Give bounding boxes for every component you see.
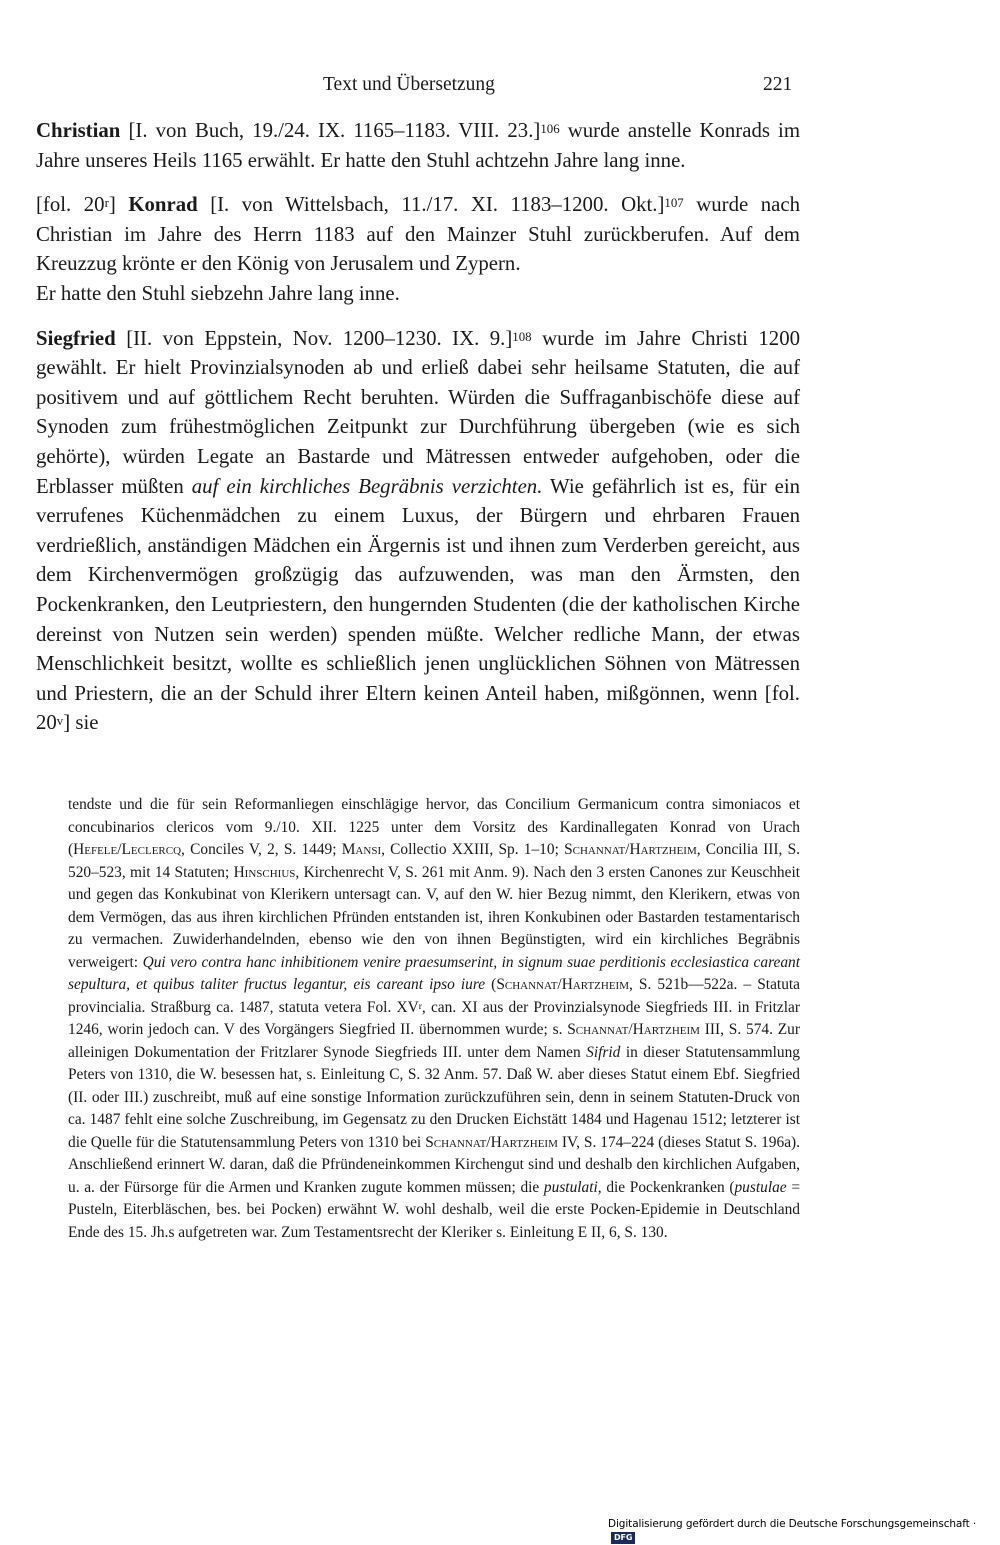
folio-sup: r	[104, 196, 109, 211]
running-header	[0, 70, 1000, 100]
fn-text: , Collectio XXIII, Sp. 1–10;	[381, 841, 565, 858]
paragraph-konrad	[36, 190, 800, 308]
note-ref-108[interactable]: 108	[512, 329, 532, 344]
fn-text: , Concilia III, S. 520–523, mit 14 Statuten;	[68, 841, 801, 881]
folio-marker: [fol. 20	[36, 193, 105, 217]
fn-text: in dieser Statutensammlung Peters von 1310, die W. besessen hat, s. Einleitung C, S. 32 Anm. 57. Daß W. aber dieses Statut einem Ebf. Siegfried (II. oder III.) zuschreibt, muß auf eine sonstige Information zurückzuführen sein, denn in seinem Statuten-Druck von ca. 1487 fehlt eine solche Zuschreibung, im Gegensatz zu den Drucken Eichstätt 1484 und Hagenau 1512; letzterer ist die Quelle für die Statutensammlung Peters von 1310 bei	[68, 1043, 800, 1151]
bracket-christian: [I. von Buch, 19./24. IX. 1165–1183. VIII. 23.]	[128, 119, 541, 142]
text-siegfried-b: Wie gefährlich ist es, für ein verrufenes Küchenmädchen zu einem Luxus, der Bürgern und ehrbaren Frauen verdrießlich, anständigen Mädchen ein Ärgernis ist und ihnen zum Verderben gereicht, aus dem Kirchenvermögen großzügig das aufzuwenden, was man den Ärmsten, den Pockenkranken, den Leutpriestern, den hungernden Studenten (die der katholischen Kirche dereinst von Nutzen sein werden) spenden müßte. Welcher redliche Mann, der etwas Menschlichkeit besitzt, wollte es schließlich jenen unglücklichen Söhnen von Mätressen und Priestern, die an der Schuld ihrer Eltern keinen Anteil haben, mißgönnen, wenn	[36, 474, 800, 705]
author-name: Hinschius	[233, 863, 296, 881]
fn-text: = Pusteln, Eiterbläschen, bes. bei Pocken) erwähnt W. wohl deshalb, weil die erste Pocken-Epidemie in Deutschland Ende des 15. Jh.s aufgetreten war. Zum Testamentsrecht der Kleriker s. Einleitung E II, 6, S. 130.	[68, 1178, 800, 1241]
text-siegfried-c: sie	[75, 711, 99, 735]
folio-close: ]	[63, 711, 71, 735]
text-konrad-line2: Er hatte den Stuhl siebzehn Jahre lang inne.	[36, 281, 400, 305]
author-name: Hefele/Leclercq	[73, 841, 182, 858]
text-siegfried-a: wurde im Jahre Christi 1200 gewählt. Er hielt Provinzialsynoden ab und erließ dabei sehr heilsame Statuten, die auf positivem und auf göttlichem Recht beruhten. Würden die Suffraganbischöfe diese auf Synoden zum frühestmöglichen Zeitpunkt zur Durchführung übergeben (wie es sich gehörte), würden Legate an Bastarde und Mätressen entweder aufgehoben, oder die Erblasser müßten	[36, 326, 801, 498]
latin-quote: Qui vero contra hanc inhibitionem venire praesumserint, in signum suae perditionis ecclesiastica careant sepultura, et quibus taliter fructus legantur, eis careant ipso iure	[68, 953, 800, 993]
author-name: Schannat/Hartzheim	[564, 841, 697, 858]
digitization-footer	[608, 1517, 1000, 1545]
bracket-siegfried: [II. von Eppstein, Nov. 1200–1230. IX. 9.]	[126, 326, 513, 350]
author-name: Mansi	[341, 841, 382, 858]
note-ref-107[interactable]: 107	[664, 196, 684, 211]
folio-sup: v	[56, 714, 64, 729]
fn-text: IV, S. 174–224 (dieses Statut S. 196a). Anschließend erinnert W. daran, daß die Pfründeneinkommen Kirchengut sind und deshalb den kirchlichen Aufgaben, u. a. der Fürsorge für die Armen und Kranken zugute kommen müssen; die	[68, 1133, 800, 1196]
fn-text: , Conciles V, 2, S. 1449;	[181, 841, 342, 858]
footer-text: Digitalisierung gefördert durch die Deutsche Forschungsgemeinschaft ·	[608, 1518, 977, 1530]
bracket-konrad: [I. von Wittelsbach, 11./17. XI. 1183–1200. Okt.]	[210, 193, 665, 217]
footnote-text	[68, 794, 800, 1244]
author-name: Schannat/Hartzheim	[567, 1021, 700, 1038]
fn-text: , can. XI aus der Provinzialsynode Siegfrieds III. in Fritzlar 1246, worin jedoch can. V des Vorgängers Siegfried II. übernommen wurde; s.	[68, 998, 800, 1038]
main-text	[36, 116, 800, 738]
name-konrad: Konrad	[128, 193, 198, 217]
footnote-block	[68, 794, 800, 1244]
italic-phrase: auf ein kirchliches Begräbnis verzichten.	[191, 474, 543, 498]
paragraph-christian	[36, 116, 800, 175]
fn-text: , Kirchenrecht V, S. 261 mit Anm. 9). Nach den 3 ersten Canones zur Keuschheit und gegen das Konkubinat von Klerikern untersagt can. V, auf den W. hier Bezug nimmt, den Klerikern, etwas von dem Vermögen, das aus ihren kirchlichen Pfründen entstanden ist, ihren Konkubinen oder Bastarden testamentarisch zu vermachen. Zuwiderhandelnden, ebenso wie den von ihnen Begünstigten, wird ein kirchliches Begräbnis verweigert:	[68, 863, 800, 971]
fn-sup: r	[418, 1000, 422, 1012]
author-name: Schannat/Hartzheim	[496, 976, 629, 993]
paragraph-siegfried	[36, 324, 800, 738]
author-name: Schannat/Hartzheim	[425, 1133, 558, 1151]
folio-marker: [fol. 20	[36, 681, 801, 735]
fn-text: , die Pockenkranken (	[597, 1178, 735, 1196]
italic-term: Sifrid	[586, 1043, 621, 1061]
fn-text: (	[485, 976, 497, 993]
italic-term: pustulae	[734, 1178, 787, 1196]
text-konrad: wurde nach Christian im Jahre des Herrn 1183 auf den Mainzer Stuhl zurückberufen. Auf dem Kreuzzug krönte er den König von Jerusalem und Zypern.	[36, 193, 801, 276]
running-title: Text und Übersetzung	[323, 74, 495, 95]
name-siegfried: Siegfried	[36, 326, 116, 350]
italic-term: pustulati	[543, 1178, 598, 1196]
dfg-logo: DFG	[611, 1532, 635, 1544]
text-christian: wurde anstelle Konrads im Jahre unseres Heils 1165 erwählt. Er hatte den Stuhl achtzehn Jahre lang inne.	[36, 119, 801, 172]
page-number: 221	[763, 74, 793, 95]
fn-text: tendste und die für sein Reformanliegen einschlägige hervor, das Concilium Germanicum contra simoniacos et concubinarios clericos vom 9./10. XII. 1225 unter dem Vorsitz des Kardinallegaten Konrad von Urach (	[68, 796, 800, 858]
fn-text: , S. 521b—522a. – Statuta provincialia. Straßburg ca. 1487, statuta vetera Fol. XV	[68, 976, 800, 1016]
note-ref-106[interactable]: 106	[540, 122, 560, 137]
folio-close: ]	[108, 193, 116, 217]
name-christian: Christian	[36, 119, 121, 142]
fn-text: III, S. 574. Zur alleinigen Dokumentation der Fritzlarer Synode Siegfrieds III. unter dem Namen	[68, 1021, 800, 1061]
